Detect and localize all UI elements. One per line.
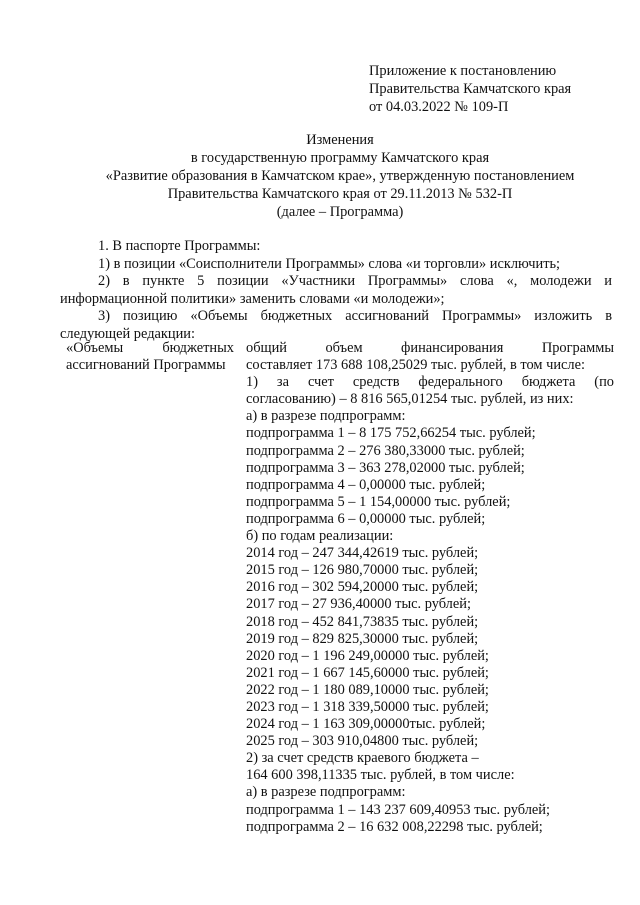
- table-right-line: общий объем финансирования Программы: [246, 340, 614, 356]
- paragraph: 3) позицию «Объемы бюджетных ассигнований Программы» изложить в следующей редакции:: [60, 308, 612, 342]
- table-right-line: подпрограмма 4 – 0,00000 тыс. рублей;: [246, 476, 486, 493]
- title-line: (далее – Программа): [276, 204, 404, 220]
- title-line: «Развитие образования в Камчатском крае», утвержденную постановлением: [105, 168, 575, 184]
- left-cell-line: «Объемы бюджетных: [66, 340, 234, 356]
- table-right-line: подпрограмма 3 – 363 278,02000 тыс. рублей;: [246, 459, 525, 476]
- table-right-line: составляет 173 688 108,25029 тыс. рублей, в том числе:: [246, 357, 585, 374]
- table-right-line: подпрограмма 2 – 276 380,33000 тыс. рублей;: [246, 442, 525, 459]
- table-right-line: подпрограмма 1 – 8 175 752,66254 тыс. рублей;: [246, 425, 536, 442]
- table-right-line: 2) за счет средств краевого бюджета –: [246, 750, 479, 767]
- table-right-line: 2014 год – 247 344,42619 тыс. рублей;: [246, 545, 479, 562]
- table-right-line: 164 600 398,11335 тыс. рублей, в том числе:: [246, 767, 515, 784]
- paragraph: 1) в позиции «Соисполнители Программы» слова «и торговли» исключить;: [98, 255, 561, 272]
- left-cell-line: ассигнований Программы: [66, 357, 226, 373]
- table-right-line: 2023 год – 1 318 339,50000 тыс. рублей;: [246, 698, 489, 715]
- table-right-line: б) по годам реализации:: [246, 528, 394, 545]
- table-right-line: подпрограмма 6 – 0,00000 тыс. рублей;: [246, 510, 486, 527]
- table-right-line: 2019 год – 829 825,30000 тыс. рублей;: [246, 630, 479, 647]
- appendix-header: [369, 62, 571, 116]
- table-right-line: а) в разрезе подпрограмм:: [246, 408, 406, 425]
- table-right-line: 2015 год – 126 980,70000 тыс. рублей;: [246, 562, 479, 579]
- table-right-line: подпрограмма 5 – 1 154,00000 тыс. рублей;: [246, 493, 511, 510]
- appendix-line: от 04.03.2022 № 109-П: [369, 99, 509, 115]
- paragraph: 2) в пункте 5 позиции «Участники Программы» слова «, молодежи и информационной политики» заменить словами «и молодежи»;: [60, 273, 612, 307]
- paragraph: 1. В паспорте Программы:: [98, 238, 261, 254]
- title-line: Изменения: [306, 132, 374, 148]
- table-right-line: согласованию) – 8 816 565,01254 тыс. рублей, из них:: [246, 391, 574, 408]
- table-right-line: 2022 год – 1 180 089,10000 тыс. рублей;: [246, 681, 489, 698]
- table-right-line: а) в разрезе подпрограмм:: [246, 784, 406, 801]
- table-right-line: 2017 год – 27 936,40000 тыс. рублей;: [246, 596, 471, 613]
- table-right-line: 2016 год – 302 594,20000 тыс. рублей;: [246, 579, 479, 596]
- table-right-line: 2025 год – 303 910,04800 тыс. рублей;: [246, 733, 479, 750]
- table-right-line: подпрограмма 1 – 143 237 609,40953 тыс. рублей;: [246, 801, 550, 818]
- document-title: [60, 131, 620, 221]
- table-right-line: подпрограмма 2 – 16 632 008,22298 тыс. рублей;: [246, 818, 543, 835]
- appendix-line: Правительства Камчатского края: [369, 81, 572, 97]
- table-left-cell: [66, 340, 234, 374]
- title-line: Правительства Камчатского края от 29.11.2013 № 532-П: [167, 186, 513, 202]
- title-line: в государственную программу Камчатского края: [190, 150, 490, 166]
- table-right-line: 2018 год – 452 841,73835 тыс. рублей;: [246, 613, 479, 630]
- appendix-line: Приложение к постановлению: [369, 63, 557, 79]
- table-right-line: 2024 год – 1 163 309,00000тыс. рублей;: [246, 716, 486, 733]
- table-right-cell: [246, 340, 614, 836]
- table-right-line: 2021 год – 1 667 145,60000 тыс. рублей;: [246, 664, 489, 681]
- table-right-line: 2020 год – 1 196 249,00000 тыс. рублей;: [246, 647, 489, 664]
- document-body: [60, 238, 612, 343]
- table-right-line: 1) за счет средств федерального бюджета (по: [246, 374, 614, 391]
